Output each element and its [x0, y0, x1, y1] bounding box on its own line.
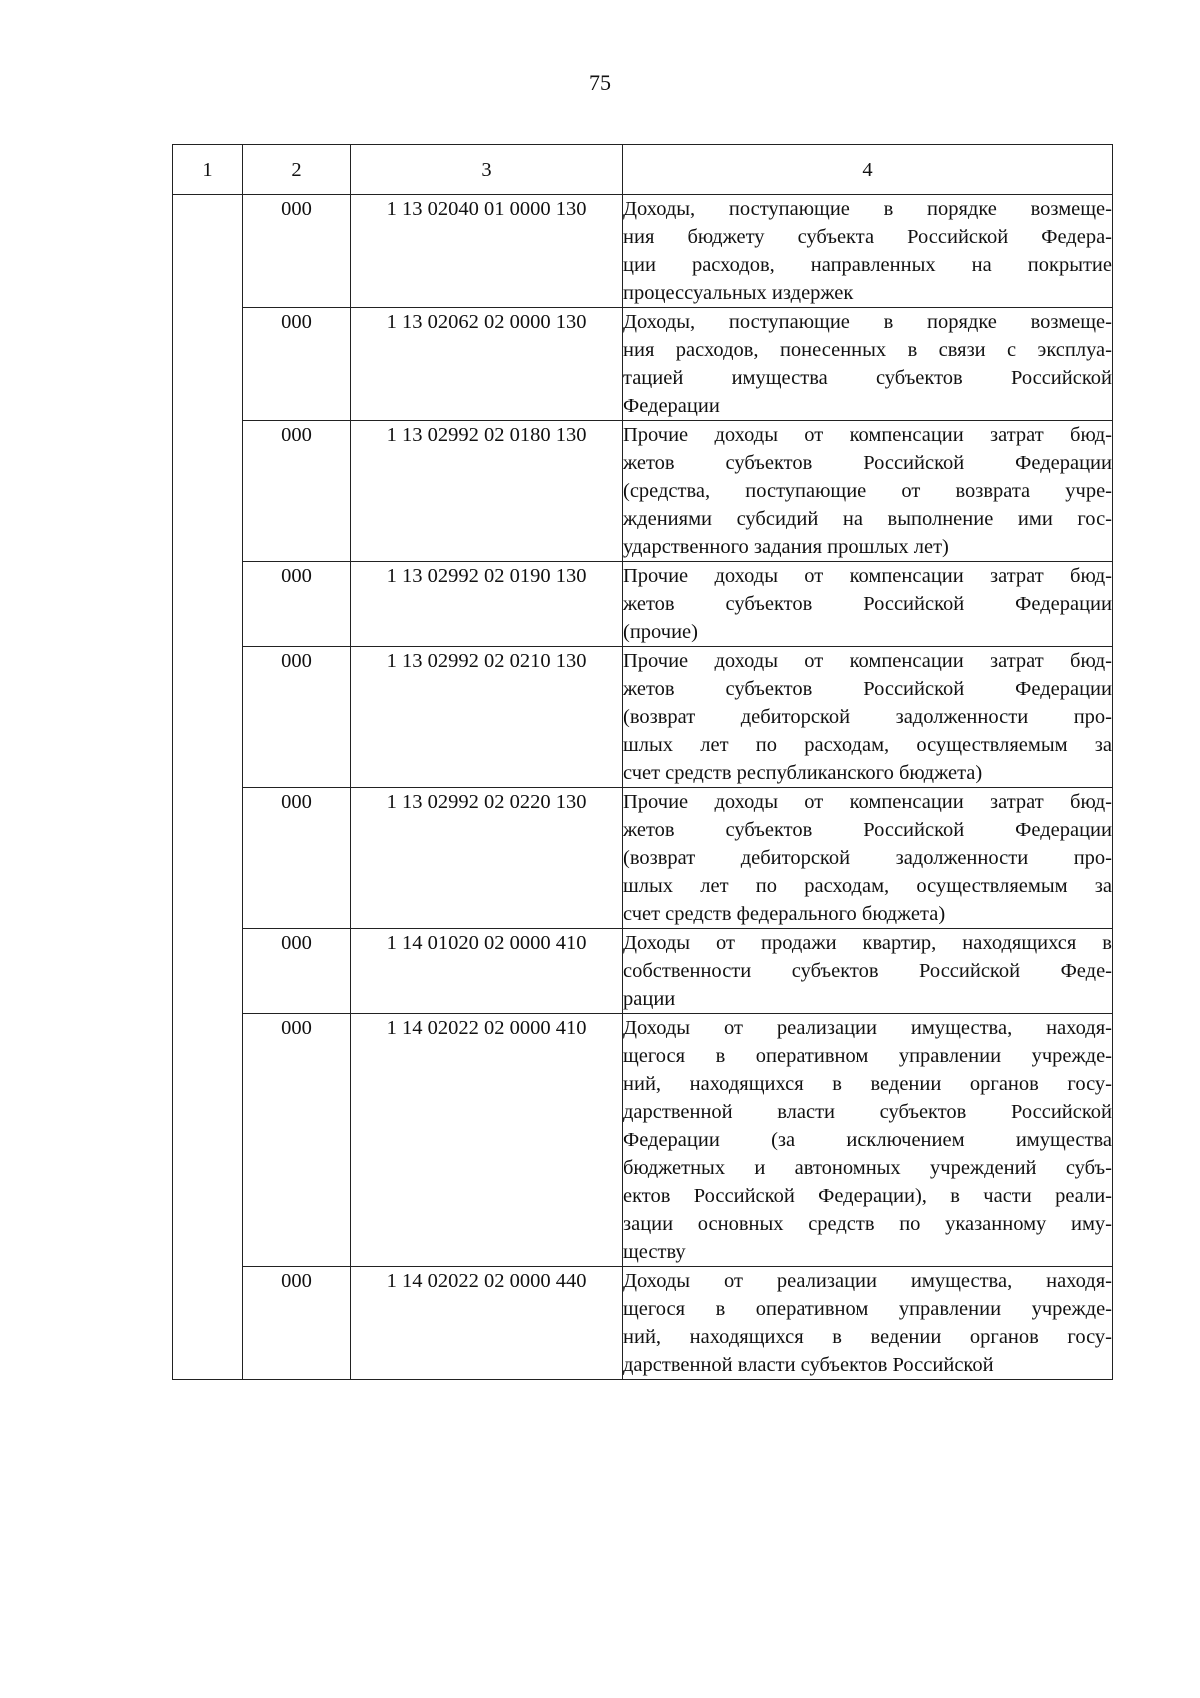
description-line: жетов субъектов Российской Федерации — [623, 678, 1112, 700]
table-row — [173, 421, 1113, 562]
revenue-codes-table — [172, 144, 1113, 1380]
table-header-row — [173, 145, 1113, 195]
description-line: шлых лет по расходам, осуществляемым за — [623, 875, 1112, 897]
description-line: Доходы, поступающие в порядке возмеще- — [623, 198, 1112, 220]
description-line: ний, находящихся в ведении органов госу- — [623, 1073, 1112, 1095]
description-line: щегося в оперативном управлении учрежде- — [623, 1045, 1112, 1067]
description-line: Прочие доходы от компенсации затрат бюд- — [623, 791, 1112, 813]
description-line: Доходы от реализации имущества, находя- — [623, 1017, 1112, 1039]
description-line: счет средств республиканского бюджета) — [623, 762, 983, 784]
description-line: бюджетных и автономных учреждений субъ- — [623, 1157, 1112, 1179]
table-row — [173, 647, 1113, 788]
description-line: рации — [623, 988, 676, 1010]
column-header: 2 — [243, 145, 351, 195]
table-row — [173, 1267, 1113, 1380]
admin-code-cell: 000 — [243, 647, 351, 788]
table-row — [173, 788, 1113, 929]
description-line: ждениями субсидий на выполнение ими гос- — [623, 508, 1112, 530]
budget-code-cell: 1 13 02992 02 0190 130 — [351, 562, 623, 647]
admin-code-cell: 000 — [243, 788, 351, 929]
description-line: Доходы от реализации имущества, находя- — [623, 1270, 1112, 1292]
description-line: ударственного задания прошлых лет) — [623, 536, 949, 558]
budget-code-cell: 1 13 02992 02 0180 130 — [351, 421, 623, 562]
budget-code-cell: 1 14 02022 02 0000 440 — [351, 1267, 623, 1380]
page-number: 75 — [589, 70, 611, 95]
description-cell — [623, 195, 1113, 308]
description-line: Доходы, поступающие в порядке возмеще- — [623, 311, 1112, 333]
description-line: жетов субъектов Российской Федерации — [623, 819, 1112, 841]
description-line: Прочие доходы от компенсации затрат бюд- — [623, 424, 1112, 446]
budget-code-cell: 1 14 01020 02 0000 410 — [351, 929, 623, 1014]
description-line: дарственной власти субъектов Российской — [623, 1354, 994, 1376]
description-line: (прочие) — [623, 621, 698, 643]
admin-code-cell: 000 — [243, 421, 351, 562]
description-line: Прочие доходы от компенсации затрат бюд- — [623, 565, 1112, 587]
table-row — [173, 308, 1113, 421]
description-line: ний, находящихся в ведении органов госу- — [623, 1326, 1112, 1348]
description-line: ции расходов, направленных на покрытие — [623, 254, 1112, 276]
description-line: (возврат дебиторской задолженности про- — [623, 706, 1112, 728]
description-cell — [623, 562, 1113, 647]
budget-code-cell: 1 14 02022 02 0000 410 — [351, 1014, 623, 1267]
description-line: (возврат дебиторской задолженности про- — [623, 847, 1112, 869]
description-line: шлых лет по расходам, осуществляемым за — [623, 734, 1112, 756]
description-cell — [623, 788, 1113, 929]
column-header: 1 — [173, 145, 243, 195]
description-line: Федерации (за исключением имущества — [623, 1129, 1112, 1151]
description-cell — [623, 1014, 1113, 1267]
column-header: 4 — [623, 145, 1113, 195]
description-line: процессуальных издержек — [623, 282, 854, 304]
description-cell — [623, 929, 1113, 1014]
description-line: ществу — [623, 1241, 686, 1263]
budget-code-cell: 1 13 02040 01 0000 130 — [351, 195, 623, 308]
description-line: жетов субъектов Российской Федерации — [623, 593, 1112, 615]
description-line: (средства, поступающие от возврата учре- — [623, 480, 1112, 502]
column-header: 3 — [351, 145, 623, 195]
description-line: Доходы от продажи квартир, находящихся в — [623, 932, 1112, 954]
admin-code-cell: 000 — [243, 929, 351, 1014]
admin-code-cell: 000 — [243, 308, 351, 421]
description-line: ектов Российской Федерации), в части реали- — [623, 1185, 1112, 1207]
table-row — [173, 562, 1113, 647]
admin-code-cell: 000 — [243, 562, 351, 647]
description-line: зации основных средств по указанному иму- — [623, 1213, 1112, 1235]
budget-code-cell: 1 13 02992 02 0220 130 — [351, 788, 623, 929]
budget-code-cell: 1 13 02062 02 0000 130 — [351, 308, 623, 421]
description-cell — [623, 421, 1113, 562]
description-cell — [623, 308, 1113, 421]
description-line: ния расходов, понесенных в связи с эксплуа- — [623, 339, 1112, 361]
table-row — [173, 1014, 1113, 1267]
description-line: собственности субъектов Российской Феде- — [623, 960, 1112, 982]
admin-code-cell: 000 — [243, 195, 351, 308]
table-row — [173, 929, 1113, 1014]
description-line: дарственной власти субъектов Российской — [623, 1101, 1112, 1123]
description-line: тацией имущества субъектов Российской — [623, 367, 1112, 389]
description-line: щегося в оперативном управлении учрежде- — [623, 1298, 1112, 1320]
description-line: счет средств федерального бюджета) — [623, 903, 946, 925]
description-cell — [623, 1267, 1113, 1380]
group-number-cell — [173, 195, 243, 1380]
description-line: Прочие доходы от компенсации затрат бюд- — [623, 650, 1112, 672]
description-cell — [623, 647, 1113, 788]
admin-code-cell: 000 — [243, 1267, 351, 1380]
description-line: жетов субъектов Российской Федерации — [623, 452, 1112, 474]
admin-code-cell: 000 — [243, 1014, 351, 1267]
budget-code-cell: 1 13 02992 02 0210 130 — [351, 647, 623, 788]
table-row — [173, 195, 1113, 308]
table-body — [173, 195, 1113, 1380]
description-line: ния бюджету субъекта Российской Федера- — [623, 226, 1112, 248]
description-line: Федерации — [623, 395, 720, 417]
